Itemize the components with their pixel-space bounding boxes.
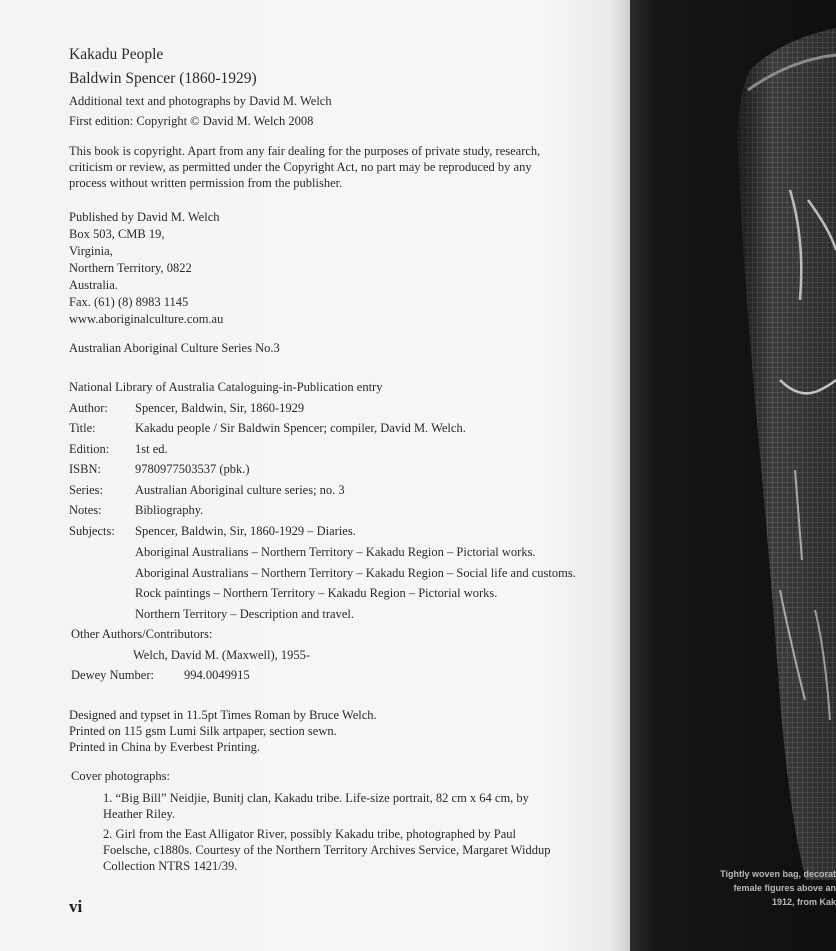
author-line: Baldwin Spencer (1860-1929): [69, 70, 257, 87]
catalogue-value: 9780977503537 (pbk.): [135, 462, 250, 476]
cover-item-1: [103, 790, 591, 822]
publisher-line: Australia.: [69, 278, 118, 292]
cover-line: 1. “Big Bill” Neidjie, Bunitj clan, Kakadu tribe. Life-size portrait, 82 cm x 64 cm, by: [103, 791, 529, 805]
cover-line: Collection NTRS 1421/39.: [103, 859, 238, 873]
subject-line: Aboriginal Australians – Northern Territory – Kakadu Region – Social life and customs.: [135, 566, 576, 580]
photo-caption: [690, 867, 836, 909]
catalogue-label: ISBN:: [69, 462, 101, 476]
production-notes: [69, 707, 591, 755]
catalogue-label: Author:: [69, 401, 108, 415]
dewey-label: Dewey Number:: [71, 668, 154, 682]
production-line: Printed on 115 gsm Lumi Silk artpaper, section sewn.: [69, 724, 337, 738]
subject-line: Aboriginal Australians – Northern Territory – Kakadu Region – Pictorial works.: [135, 545, 536, 559]
catalogue-label: Notes:: [69, 503, 102, 517]
publisher-line: Published by David M. Welch: [69, 210, 220, 224]
dewey-value: 994.0049915: [184, 668, 250, 682]
catalogue-value: Spencer, Baldwin, Sir, 1860-1929: [135, 401, 305, 415]
cover-line: 2. Girl from the East Alligator River, possibly Kakadu tribe, photographed by Paul: [103, 827, 516, 841]
cover-item-2: [103, 826, 591, 874]
catalogue-label: Subjects:: [69, 524, 115, 538]
page-folio: vi: [69, 897, 83, 916]
catalogue-heading: National Library of Australia Cataloguing-in-Publication entry: [69, 380, 383, 394]
copyright-notice: [69, 143, 591, 191]
series-line: Australian Aboriginal Culture Series No.3: [69, 341, 280, 355]
cover-heading: Cover photographs:: [71, 769, 170, 783]
caption-line: female figures above an: [733, 883, 836, 893]
caption-line: 1912, from Kak: [771, 897, 836, 907]
book-title: Kakadu People: [69, 46, 164, 63]
production-line: Printed in China by Everbest Printing.: [69, 740, 260, 754]
copyright-line: process without written permission from the publisher.: [69, 176, 343, 190]
catalogue-label: Edition:: [69, 442, 110, 456]
catalogue-value: Spencer, Baldwin, Sir, 1860-1929 – Diaries.: [135, 524, 356, 538]
subject-line: Northern Territory – Description and travel.: [135, 607, 354, 621]
catalogue-value: Kakadu people / Sir Baldwin Spencer; compiler, David M. Welch.: [135, 421, 466, 435]
publisher-website: www.aboriginalculture.com.au: [69, 312, 224, 326]
catalogue-label: Title:: [69, 421, 96, 435]
woven-bag-photo: [630, 0, 836, 951]
cover-line: Heather Riley.: [103, 807, 176, 821]
caption-line: Tightly woven bag, decorat: [720, 869, 836, 879]
catalogue-value: 1st ed.: [135, 442, 168, 456]
publisher-line: Northern Territory, 0822: [69, 261, 192, 275]
catalogue-value: Australian Aboriginal culture series; no. 3: [135, 483, 345, 497]
other-authors-value: Welch, David M. (Maxwell), 1955-: [133, 648, 311, 662]
publisher-line: Box 503, CMB 19,: [69, 227, 165, 241]
production-line: Designed and typset in 11.5pt Times Roman by Bruce Welch.: [69, 708, 377, 722]
first-edition: First edition: Copyright © David M. Welch 2008: [69, 114, 314, 128]
cover-line: Foelsche, c1880s. Courtesy of the Northern Territory Archives Service, Margaret Widdup: [103, 843, 551, 857]
publisher-line: Virginia,: [69, 244, 113, 258]
publisher-block: [69, 209, 591, 328]
copyright-line: This book is copyright. Apart from any fair dealing for the purposes of private study, research,: [69, 144, 541, 158]
catalogue-value: Bibliography.: [135, 503, 204, 517]
copyright-line: criticism or review, as permitted under the Copyright Act, no part may be reproduced by any: [69, 160, 532, 174]
catalogue-label: Series:: [69, 483, 104, 497]
publisher-line: Fax. (61) (8) 8983 1145: [69, 295, 189, 309]
woven-bag-image: [630, 0, 836, 951]
other-authors-label: Other Authors/Contributors:: [71, 627, 213, 641]
additional-credit: Additional text and photographs by David M. Welch: [69, 94, 332, 108]
subject-line: Rock paintings – Northern Territory – Kakadu Region – Pictorial works.: [135, 586, 498, 600]
